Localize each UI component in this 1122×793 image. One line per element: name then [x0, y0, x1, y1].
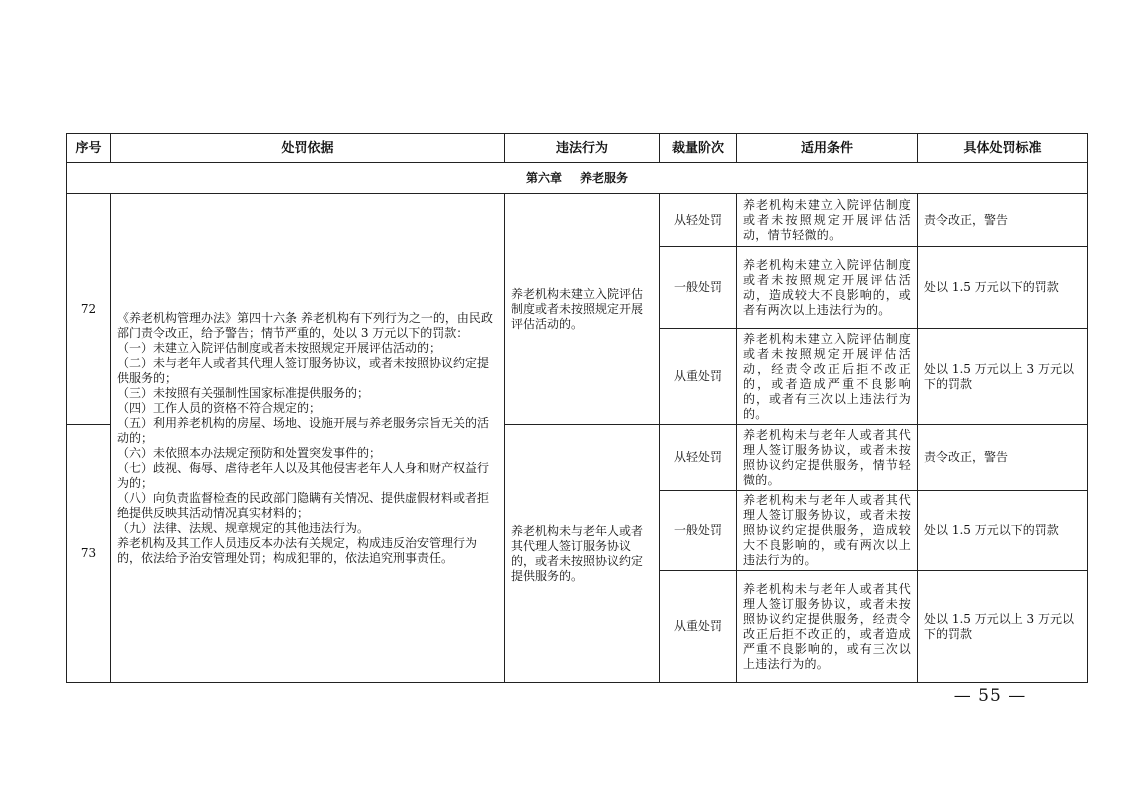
- basis-line: （一）未建立入院评估制度或者未按照规定开展评估活动的；: [117, 340, 442, 355]
- condition-cell: 养老机构未与老年人或者其代理人签订服务协议，或者未按照协议约定提供服务，经责令改正后拒不改正的，或者造成严重不良影响的，或有三次以上违法行为的。: [737, 571, 918, 683]
- level-cell: 从重处罚: [660, 571, 737, 683]
- header-row: [67, 134, 1088, 163]
- basis-line: （三）未按照有关强制性国家标准提供服务的；: [117, 385, 370, 400]
- condition-cell: 养老机构未与老年人或者其代理人签订服务协议，或者未按照协议约定提供服务，造成较大不良影响的，或有两次以上违法行为的。: [737, 491, 918, 571]
- header-violation: 违法行为: [505, 134, 660, 163]
- seq-cell: 73: [67, 425, 111, 683]
- standard-cell: 处以 1.5 万元以下的罚款: [918, 491, 1088, 571]
- page-number: — 55 —: [953, 686, 1027, 706]
- penalty-standards-table: [66, 133, 1088, 683]
- header-seq: 序号: [67, 134, 111, 163]
- basis-line: （五）利用养老机构的房屋、场地、设施开展与养老服务宗旨无关的活动的；: [117, 415, 490, 445]
- condition-cell: 养老机构未与老年人或者其代理人签订服务协议，或者未按照协议约定提供服务，情节轻微的。: [737, 425, 918, 491]
- header-standard: 具体处罚标准: [918, 134, 1088, 163]
- basis-line: （四）工作人员的资格不符合规定的；: [117, 400, 322, 415]
- level-cell: 从重处罚: [660, 329, 737, 425]
- violation-cell: 养老机构未建立入院评估制度或者未按照规定开展评估活动的。: [505, 194, 660, 425]
- level-cell: 从轻处罚: [660, 425, 737, 491]
- chapter-title: 养老服务: [580, 170, 629, 185]
- standard-cell: 处以 1.5 万元以上 3 万元以下的罚款: [918, 329, 1088, 425]
- seq-cell: 72: [67, 194, 111, 425]
- chapter-row: [67, 163, 1088, 194]
- standard-cell: 责令改正，警告: [918, 425, 1088, 491]
- standard-cell: 处以 1.5 万元以上 3 万元以下的罚款: [918, 571, 1088, 683]
- basis-line: 《养老机构管理办法》第四十六条 养老机构有下列行为之一的，由民政部门责令改正，给予警告；情节严重的，处以 3 万元以下的罚款：: [117, 310, 493, 340]
- standard-cell: 责令改正，警告: [918, 194, 1088, 247]
- basis-line: （八）向负责监督检查的民政部门隐瞒有关情况、提供虚假材料或者拒绝提供反映其活动情况真实材料的；: [117, 490, 490, 520]
- basis-line: 养老机构及其工作人员违反本办法有关规定，构成违反治安管理行为的，依法给予治安管理处罚；构成犯罪的，依法追究刑事责任。: [117, 535, 478, 565]
- basis-cell: [111, 194, 505, 683]
- basis-line: （九）法律、法规、规章规定的其他违法行为。: [117, 520, 370, 535]
- basis-line: （七）歧视、侮辱、虐待老年人以及其他侵害老年人人身和财产权益行为的；: [117, 460, 490, 490]
- header-condition: 适用条件: [737, 134, 918, 163]
- condition-cell: 养老机构未建立入院评估制度或者未按照规定开展评估活动，经责令改正后拒不改正的，或者造成严重不良影响的，或者有三次以上违法行为的。: [737, 329, 918, 425]
- chapter-number: 第六章: [525, 170, 562, 185]
- level-cell: 一般处罚: [660, 491, 737, 571]
- basis-line: （六）未依照本办法规定预防和处置突发事件的；: [117, 445, 382, 460]
- table-row: [67, 194, 1088, 247]
- standard-cell: 处以 1.5 万元以下的罚款: [918, 247, 1088, 329]
- condition-cell: 养老机构未建立入院评估制度或者未按照规定开展评估活动，造成较大不良影响的，或者有两次以上违法行为的。: [737, 247, 918, 329]
- condition-cell: 养老机构未建立入院评估制度或者未按照规定开展评估活动，情节轻微的。: [737, 194, 918, 247]
- basis-line: （二）未与老年人或者其代理人签订服务协议，或者未按照协议约定提供服务的；: [117, 355, 490, 385]
- chapter-heading: [67, 163, 1088, 194]
- level-cell: 一般处罚: [660, 247, 737, 329]
- header-level: 裁量阶次: [660, 134, 737, 163]
- violation-cell: 养老机构未与老年人或者其代理人签订服务协议的，或者未按照协议约定提供服务的。: [505, 425, 660, 683]
- header-basis: 处罚依据: [111, 134, 505, 163]
- level-cell: 从轻处罚: [660, 194, 737, 247]
